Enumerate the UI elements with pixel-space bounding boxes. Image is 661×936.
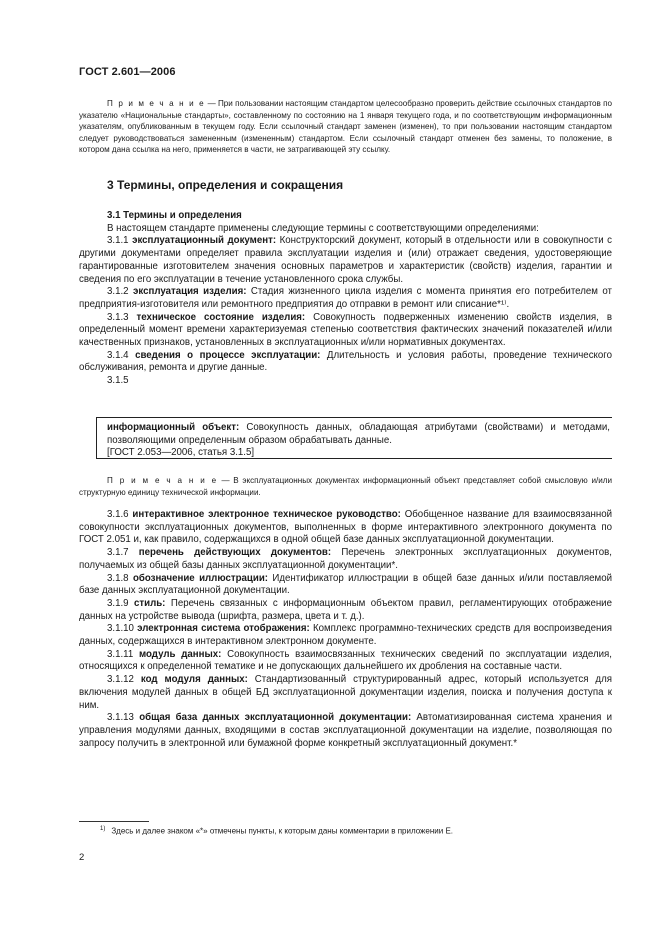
term-definition: Длительность и условия работы, проведение технического обслуживания, ремонта и другие данные.	[79, 349, 612, 374]
footnote-separator	[79, 821, 149, 822]
subsection-title: 3.1 Термины и определения	[107, 210, 242, 221]
term-name: обозначение иллюстрации:	[132, 572, 269, 584]
term-number: 3.1.8	[107, 572, 133, 584]
terms-list-a	[79, 235, 612, 387]
footnote	[100, 826, 453, 836]
term-definition: Стандартизованный структурированный адрес, который используется для включения модулей данных в общей БД эксплуатационной документации изделия, поиска и получения доступа к ним.	[79, 674, 612, 711]
terms-list-b	[79, 509, 612, 750]
term-paragraph	[79, 509, 612, 547]
term-paragraph	[79, 623, 612, 648]
term-name: модуль данных:	[138, 648, 222, 660]
boxed-definition	[107, 422, 612, 447]
term-number: 3.1.4	[107, 349, 136, 361]
term-name: эксплуатационный документ:	[132, 235, 277, 247]
term-definition: Совокупность взаимосвязанных технических сведений по эксплуатации изделия, относящихся к определенной тематике и не допускающих дальнейшего их дробления на составные части.	[79, 648, 612, 673]
boxed-reference: [ГОСТ 2.053—2006, статья 3.1.5]	[107, 447, 255, 458]
terms-block-b	[79, 509, 612, 750]
term-name: код модуля данных:	[140, 674, 248, 686]
term-number: 3.1.3	[107, 311, 137, 323]
intro-paragraph: В настоящем стандарте применены следующие термины с соответствующими определениями:	[107, 222, 539, 234]
term-paragraph	[79, 375, 612, 388]
term-number: 3.1.7	[107, 547, 139, 559]
note-label: П р и м е ч а н и е	[107, 99, 206, 108]
term-name: сведения о процессе эксплуатации:	[135, 349, 321, 361]
term-paragraph	[79, 312, 612, 350]
term-definition: Перечень электронных эксплуатационных документов, получаемых из общей базы данных эксплуатационной документации*.	[79, 547, 612, 571]
term-definition: Комплекс программно-технических средств для воспроизведения данных, содержащихся в интерактивном электронном документе.	[79, 623, 612, 648]
note-label: П р и м е ч а н и е	[107, 476, 218, 485]
term-paragraph	[79, 598, 612, 623]
footnote-mark: 1)	[100, 826, 106, 832]
term-paragraph	[79, 350, 612, 375]
term-definition: Совокупность подверженных изменению свойств изделия, в определенный момент времени характеризуемая степенью соответствия фактических значений показателей и/или качественных признаков, установленных в эксплуатационных и/или нормативных документах.	[79, 311, 612, 349]
page-number: 2	[79, 852, 85, 863]
term-number: 3.1.2	[107, 286, 134, 298]
term-name: перечень действующих документов:	[138, 547, 332, 559]
term-number: 3.1.13	[107, 712, 140, 724]
term-name: техническое состояние изделия:	[136, 311, 306, 323]
term-paragraph	[79, 649, 612, 674]
document-header: ГОСТ 2.601—2006	[79, 66, 176, 78]
term-name: интерактивное электронное техническое руководство:	[132, 509, 401, 520]
term-name: общая база данных эксплуатационной документации:	[139, 712, 412, 724]
note-text: — При пользовании настоящим стандартом целесообразно проверить действие ссылочных стандартов по указателю «Национальные стандарты», составленному по состоянию на 1 января текущего года, и по соответствующим информационным указателям, опубликованным в текущем году. Если ссылочный стандарт заменен (изменен), то при пользовании настоящим стандартом следует руководствоваться замененным (измененным) стандартом. Если ссылочный стандарт отменен без замены, то положение, в котором дана ссылка на него, применяется в части, не затрагивающей эту ссылку.	[79, 99, 612, 155]
reference-note	[79, 98, 612, 156]
note-text: — В эксплуатационных документах информационный объект представляет собой смысловую и/или структурную единицу технической информации.	[79, 476, 612, 497]
term-definition: Автоматизированная система хранения и управления модулями данных, входящими в состав эксплуатационной документации на изделие, позволяющая по запросу получить в электронной или бумажной форме конкретный эксплуатационный документ.*	[79, 712, 612, 749]
term-definition: Конструкторский документ, который в отдельности или в совокупности с другими документами определяет правила эксплуатации изделия и (или) отражает сведения, удостоверяющие гарантированные изготовителем значения основных параметров и характеристик (свойств) изделия, гарантии и сведения по его эксплуатации в течение установленного срока службы.	[79, 235, 612, 285]
term-definition-box	[96, 417, 612, 459]
term-definition: Стадия жизненного цикла изделия с момента принятия его потребителем от предприятия-изготовителя или ремонтного предприятия до отправки в ремонт или списание*¹⁾.	[79, 286, 612, 310]
section-title: 3 Термины, определения и сокращения	[107, 178, 344, 192]
term-number: 3.1.1	[107, 235, 133, 247]
term-definition: Перечень связанных с информационным объектом правил, регламентирующих отображение данных на устройстве вывода (шрифта, размера, цвета и т. д.).	[79, 597, 612, 622]
term-name: эксплуатация изделия:	[133, 286, 247, 298]
term-number: 3.1.12	[107, 674, 141, 686]
footnote-text: Здесь и далее знаком «*» отмечены пункты, к которым даны комментарии в приложении Е.	[111, 826, 453, 836]
term-paragraph	[79, 235, 612, 286]
term-paragraph	[79, 547, 612, 572]
term-number: 3.1.11	[107, 648, 139, 660]
boxed-term: информационный объект:	[107, 422, 240, 433]
term-definition: Идентификатор иллюстрации в общей базе данных и/или поставляемой базе данных эксплуатационной документации.	[79, 572, 613, 597]
info-object-note	[79, 475, 612, 498]
term-name: электронная система отображения:	[137, 623, 310, 635]
boxed-def: Совокупность данных, обладающая атрибутами (свойствами) и методами, позволяющими определенным образом обрабатывать данные.	[107, 422, 610, 446]
term-number: 3.1.10	[107, 623, 138, 635]
term-number: 3.1.6	[107, 509, 133, 520]
term-paragraph	[79, 674, 612, 712]
term-definition: Обобщенное название для взаимосвязанной совокупности эксплуатационных документов, выполненных в форме интерактивного электронного документа по ГОСТ 2.051 и, как правило, содержащихся в одной общей базе данных эксплуатационной документации.	[79, 509, 612, 546]
term-number: 3.1.9	[107, 597, 134, 609]
term-paragraph	[79, 286, 612, 311]
term-paragraph	[79, 712, 612, 750]
terms-block-a	[79, 210, 612, 388]
term-number: 3.1.5	[107, 375, 129, 387]
term-paragraph	[79, 573, 612, 598]
term-name: стиль:	[133, 597, 166, 609]
